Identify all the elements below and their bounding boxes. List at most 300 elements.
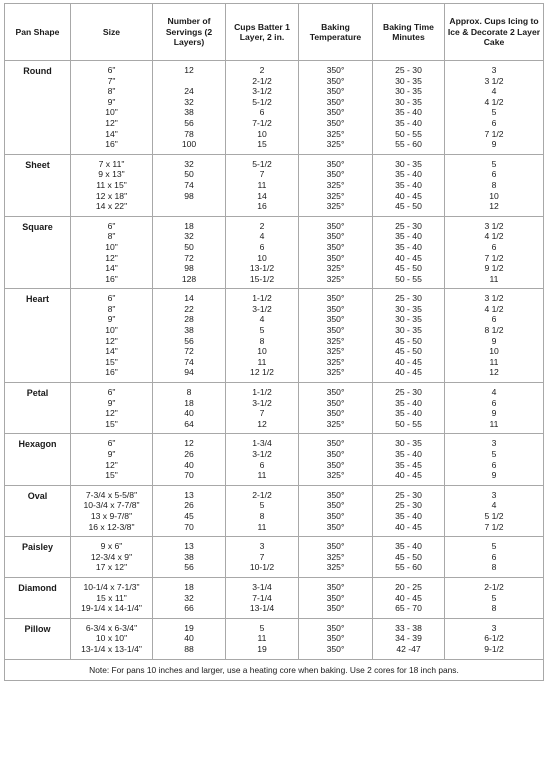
- size-cell: [71, 154, 153, 216]
- cell-value: 10: [489, 190, 499, 201]
- icing-cell: [445, 577, 544, 618]
- cell-value: 325°: [326, 128, 345, 139]
- cell-value: 12": [105, 335, 118, 346]
- size-cell: [71, 289, 153, 383]
- cell-value: 40: [184, 633, 194, 644]
- cell-value: 35 - 40: [395, 541, 422, 552]
- baking-time-cell: [373, 537, 445, 578]
- cell-value: 13-1/2: [249, 263, 275, 274]
- cell-value: 16: [257, 201, 267, 212]
- batter-cell: [226, 434, 299, 485]
- cell-value: 88: [184, 643, 194, 654]
- cell-value: 32: [184, 158, 194, 169]
- cell-value: 350°: [326, 643, 345, 654]
- cell-value: 10": [105, 107, 118, 118]
- cell-value: 10": [105, 241, 118, 252]
- cell-value: 14 x 22": [95, 201, 128, 212]
- cell-value: 3-1/2: [252, 86, 272, 97]
- cell-value: 350°: [326, 510, 345, 521]
- cell-value: 40 - 45: [395, 190, 422, 201]
- cell-value: 350°: [326, 231, 345, 242]
- cell-value: 3: [491, 65, 497, 75]
- cell-value: 350°: [326, 75, 345, 86]
- cell-value: 33 - 38: [395, 622, 422, 633]
- cell-value: 72: [184, 346, 194, 357]
- cell-value: 6: [259, 459, 265, 470]
- cell-value: 25 - 30: [395, 65, 422, 75]
- cell-value: 350°: [326, 325, 345, 336]
- temperature-cell: [299, 618, 373, 659]
- cell-value: 25 - 30: [395, 387, 422, 398]
- cell-value: 350°: [326, 293, 345, 304]
- cell-value: 16": [105, 273, 118, 284]
- cell-value: 7: [259, 169, 265, 180]
- cell-value: 4: [491, 387, 497, 398]
- icing-cell: [445, 618, 544, 659]
- cell-value: 6: [491, 117, 497, 128]
- cell-value: 350°: [326, 449, 345, 459]
- cell-value: 3: [491, 438, 497, 449]
- cell-value: 25 - 30: [395, 220, 422, 231]
- temperature-cell: [299, 577, 373, 618]
- cell-value: 9": [107, 96, 116, 107]
- batter-cell: [226, 154, 299, 216]
- cell-value: 8: [491, 179, 497, 190]
- batter-cell: [226, 216, 299, 289]
- servings-cell: [153, 61, 226, 155]
- cell-value: 1-1/2: [252, 387, 272, 398]
- cell-value: 6": [107, 220, 116, 231]
- cell-value: 30 - 35: [395, 158, 422, 169]
- cell-value: 4 1/2: [484, 96, 504, 107]
- baking-table: [4, 3, 544, 681]
- icing-cell: [445, 485, 544, 536]
- table-row: [5, 618, 544, 659]
- cell-value: 45 - 50: [395, 263, 422, 274]
- header-batter: Cups Batter 1 Layer, 2 in.: [226, 4, 299, 61]
- cell-value: 70: [184, 470, 194, 481]
- size-cell: [71, 577, 153, 618]
- cell-value: 6: [491, 314, 497, 325]
- cell-value: 2-1/2: [252, 489, 272, 500]
- cell-value: 24: [184, 86, 194, 97]
- cell-value: 5: [259, 325, 265, 336]
- cell-value: 38: [184, 107, 194, 118]
- cell-value: 3 1/2: [484, 75, 504, 86]
- cell-value: 19: [257, 643, 267, 654]
- cell-value: 10-1/4 x 7-1/3": [83, 581, 140, 592]
- cell-value: 12": [105, 408, 118, 419]
- cell-value: 325°: [326, 562, 345, 573]
- cell-value: 25 - 30: [395, 293, 422, 304]
- cell-value: 40 - 45: [395, 252, 422, 263]
- cell-value: 9 x 13": [98, 169, 125, 180]
- cell-value: 17 x 12": [95, 562, 128, 573]
- cell-value: 32: [184, 592, 194, 603]
- cell-value: 8": [107, 231, 116, 242]
- cell-value: [153, 76, 225, 87]
- cell-value: 10-3/4 x 7-7/8": [83, 500, 140, 511]
- baking-time-cell: [373, 289, 445, 383]
- cell-value: 14: [257, 190, 267, 201]
- cell-value: 55 - 60: [395, 139, 422, 150]
- cell-value: 350°: [326, 581, 345, 592]
- cell-value: 35 - 40: [395, 179, 422, 190]
- icing-cell: [445, 383, 544, 434]
- icing-cell: [445, 154, 544, 216]
- batter-cell: [226, 618, 299, 659]
- cell-value: 70: [184, 521, 194, 532]
- cell-value: 30 - 35: [395, 325, 422, 336]
- cell-value: 6: [491, 169, 497, 180]
- cell-value: 3 1/2: [484, 293, 504, 304]
- cell-value: 5: [491, 158, 497, 169]
- cell-value: 7 x 11": [98, 158, 125, 169]
- cell-value: 5 1/2: [484, 510, 504, 521]
- servings-cell: [153, 216, 226, 289]
- cell-value: 4: [259, 314, 265, 325]
- servings-cell: [153, 577, 226, 618]
- header-temperature: Baking Temperature: [299, 4, 373, 61]
- cell-value: 8 1/2: [484, 325, 504, 336]
- cell-value: 5: [259, 500, 265, 511]
- cell-value: 35 - 40: [395, 449, 422, 459]
- cell-value: 72: [184, 252, 194, 263]
- cell-value: 40 - 45: [395, 367, 422, 378]
- cell-value: 20 - 25: [395, 581, 422, 592]
- cell-value: 12: [489, 201, 499, 212]
- pan-shape-cell: Pillow: [5, 618, 71, 659]
- cell-value: 45 - 50: [395, 201, 422, 212]
- icing-cell: [445, 537, 544, 578]
- cell-value: 12: [489, 367, 499, 378]
- cell-value: 40 - 45: [395, 470, 422, 481]
- cell-value: 56: [184, 117, 194, 128]
- cell-value: 74: [184, 179, 194, 190]
- cell-value: 40 - 45: [395, 521, 422, 532]
- cell-value: 45 - 50: [395, 346, 422, 357]
- cell-value: 325°: [326, 273, 345, 284]
- cell-value: 2: [259, 220, 265, 231]
- cell-value: [153, 201, 225, 212]
- baking-time-cell: [373, 216, 445, 289]
- baking-time-cell: [373, 434, 445, 485]
- cell-value: 350°: [326, 438, 345, 449]
- cell-value: 6: [491, 551, 497, 562]
- cell-value: 10: [257, 346, 267, 357]
- cell-value: 350°: [326, 303, 345, 314]
- cell-value: 30 - 35: [395, 96, 422, 107]
- cell-value: 6: [259, 241, 265, 252]
- cell-value: 35 - 40: [395, 510, 422, 521]
- cell-value: 13: [184, 489, 194, 500]
- cell-value: 40 - 45: [395, 592, 422, 603]
- cell-value: 8: [491, 562, 497, 573]
- batter-cell: [226, 537, 299, 578]
- cell-value: 10: [257, 128, 267, 139]
- cell-value: 4: [491, 500, 497, 511]
- cell-value: 35 - 40: [395, 107, 422, 118]
- cell-value: 2-1/2: [252, 75, 272, 86]
- cell-value: 50: [184, 169, 194, 180]
- temperature-cell: [299, 61, 373, 155]
- cell-value: 13-1/4: [249, 603, 275, 614]
- cell-value: 350°: [326, 86, 345, 97]
- cell-value: 7-1/2: [252, 117, 272, 128]
- cell-value: 350°: [326, 241, 345, 252]
- cell-value: 6": [107, 387, 116, 398]
- cell-value: 14: [184, 293, 194, 304]
- cell-value: 7": [107, 75, 116, 86]
- cell-value: 9": [107, 314, 116, 325]
- note-text: Note: For pans 10 inches and larger, use a heating core when baking. Use 2 cores for 18 inch pans.: [5, 659, 544, 680]
- cell-value: 12: [184, 438, 194, 449]
- cell-value: 18: [184, 220, 194, 231]
- cell-value: 16": [105, 367, 118, 378]
- cell-value: 12": [105, 459, 118, 470]
- cell-value: 5: [491, 107, 497, 118]
- pan-shape-cell: Heart: [5, 289, 71, 383]
- cell-value: 3-1/2: [252, 303, 272, 314]
- header-servings: Number of Servings (2 Layers): [153, 4, 226, 61]
- cell-value: 9: [491, 335, 497, 346]
- cell-value: 9: [491, 470, 497, 481]
- cell-value: 3-1/4: [252, 581, 272, 592]
- cell-value: 35 - 40: [395, 169, 422, 180]
- cell-value: 11: [257, 521, 267, 532]
- cell-value: 325°: [326, 335, 345, 346]
- batter-cell: [226, 289, 299, 383]
- header-pan-shape: Pan Shape: [5, 4, 71, 61]
- cell-value: 12": [105, 252, 118, 263]
- cell-value: 98: [184, 190, 194, 201]
- cell-value: 40: [184, 459, 194, 470]
- cell-value: 350°: [326, 158, 345, 169]
- cell-value: 7 1/2: [484, 252, 504, 263]
- cell-value: 325°: [326, 139, 345, 150]
- cell-value: 8: [259, 335, 265, 346]
- baking-chart: [4, 3, 543, 681]
- batter-cell: [226, 577, 299, 618]
- cell-value: 350°: [326, 65, 345, 75]
- baking-time-cell: [373, 618, 445, 659]
- cell-value: 56: [184, 335, 194, 346]
- table-body: [5, 61, 544, 660]
- table-row: [5, 216, 544, 289]
- cell-value: 28: [184, 314, 194, 325]
- temperature-cell: [299, 154, 373, 216]
- cell-value: 8: [259, 510, 265, 521]
- pan-shape-cell: Square: [5, 216, 71, 289]
- cell-value: 12: [184, 65, 194, 75]
- cell-value: 5: [259, 622, 265, 633]
- icing-cell: [445, 61, 544, 155]
- cell-value: 30 - 35: [395, 86, 422, 97]
- cell-value: 45 - 50: [395, 335, 422, 346]
- pan-shape-cell: Hexagon: [5, 434, 71, 485]
- cell-value: 11: [489, 273, 499, 284]
- cell-value: 10: [257, 252, 267, 263]
- servings-cell: [153, 485, 226, 536]
- cell-value: 7-1/4: [252, 592, 272, 603]
- servings-cell: [153, 289, 226, 383]
- cell-value: 32: [184, 231, 194, 242]
- cell-value: 13-1/4 x 13-1/4": [81, 643, 142, 654]
- cell-value: 350°: [326, 117, 345, 128]
- cell-value: 16": [105, 139, 118, 150]
- pan-shape-cell: Sheet: [5, 154, 71, 216]
- baking-time-cell: [373, 61, 445, 155]
- cell-value: 6": [107, 65, 116, 75]
- cell-value: 4: [491, 86, 497, 97]
- cell-value: 5-1/2: [252, 158, 272, 169]
- cell-value: 325°: [326, 179, 345, 190]
- baking-time-cell: [373, 383, 445, 434]
- batter-cell: [226, 485, 299, 536]
- cell-value: 15": [105, 418, 118, 429]
- cell-value: 40 - 45: [395, 356, 422, 367]
- cell-value: 94: [184, 367, 194, 378]
- cell-value: 9 x 6": [100, 541, 123, 552]
- cell-value: 30 - 35: [395, 303, 422, 314]
- header-icing: Approx. Cups Icing to Ice & Decorate 2 Layer Cake: [445, 4, 544, 61]
- table-row: [5, 383, 544, 434]
- cell-value: 5-1/2: [252, 96, 272, 107]
- cell-value: 7-3/4 x 5-5/8": [85, 489, 138, 500]
- pan-shape-cell: Round: [5, 61, 71, 155]
- cell-value: 11: [257, 470, 267, 481]
- cell-value: 35 - 40: [395, 397, 422, 408]
- pan-shape-cell: Diamond: [5, 577, 71, 618]
- cell-value: 8": [107, 86, 116, 97]
- cell-value: 4 1/2: [484, 303, 504, 314]
- pan-shape-cell: Petal: [5, 383, 71, 434]
- baking-time-cell: [373, 154, 445, 216]
- cell-value: 325°: [326, 190, 345, 201]
- cell-value: 19-1/4 x 14-1/4": [81, 603, 142, 614]
- cell-value: 26: [184, 449, 194, 459]
- cell-value: 350°: [326, 500, 345, 511]
- cell-value: 38: [184, 325, 194, 336]
- cell-value: 50 - 55: [395, 418, 422, 429]
- cell-value: 32: [184, 96, 194, 107]
- cell-value: 10-1/2: [249, 562, 275, 573]
- cell-value: 325°: [326, 346, 345, 357]
- cell-value: 12-3/4 x 9": [90, 551, 133, 562]
- servings-cell: [153, 434, 226, 485]
- header-size: Size: [71, 4, 153, 61]
- temperature-cell: [299, 485, 373, 536]
- cell-value: 35 - 40: [395, 117, 422, 128]
- cell-value: 14": [105, 128, 118, 139]
- cell-value: 40: [184, 408, 194, 419]
- cell-value: 11: [257, 356, 267, 367]
- cell-value: 3 1/2: [484, 220, 504, 231]
- servings-cell: [153, 154, 226, 216]
- cell-value: 325°: [326, 470, 345, 481]
- size-cell: [71, 216, 153, 289]
- cell-value: 1-1/2: [252, 293, 272, 304]
- cell-value: 9": [107, 397, 116, 408]
- cell-value: 350°: [326, 603, 345, 614]
- cell-value: 78: [184, 128, 194, 139]
- baking-time-cell: [373, 485, 445, 536]
- cell-value: 7 1/2: [484, 521, 504, 532]
- cell-value: 9: [491, 139, 497, 150]
- cell-value: 350°: [326, 521, 345, 532]
- cell-value: 350°: [326, 314, 345, 325]
- cell-value: 350°: [326, 489, 345, 500]
- cell-value: 98: [184, 263, 194, 274]
- cell-value: 18: [184, 581, 194, 592]
- cell-value: 9-1/2: [484, 643, 504, 654]
- cell-value: 15 x 11": [96, 592, 127, 603]
- cell-value: 64: [184, 418, 194, 429]
- cell-value: 350°: [326, 397, 345, 408]
- cell-value: 30 - 35: [395, 314, 422, 325]
- cell-value: 3-1/2: [252, 449, 272, 459]
- cell-value: 35 - 40: [395, 408, 422, 419]
- cell-value: 45 - 50: [395, 551, 422, 562]
- pan-shape-cell: Paisley: [5, 537, 71, 578]
- cell-value: 5: [491, 449, 497, 459]
- cell-value: 350°: [326, 169, 345, 180]
- table-row: [5, 434, 544, 485]
- size-cell: [71, 485, 153, 536]
- servings-cell: [153, 537, 226, 578]
- cell-value: 350°: [326, 220, 345, 231]
- cell-value: 7 1/2: [484, 128, 504, 139]
- cell-value: 42 -47: [396, 643, 421, 654]
- cell-value: 11 x 15": [96, 179, 127, 190]
- cell-value: 55 - 60: [395, 562, 422, 573]
- cell-value: 128: [181, 273, 197, 284]
- cell-value: 6-1/2: [484, 633, 504, 644]
- cell-value: 65 - 70: [395, 603, 422, 614]
- cell-value: 25 - 30: [395, 489, 422, 500]
- cell-value: 6-3/4 x 6-3/4": [85, 622, 138, 633]
- temperature-cell: [299, 216, 373, 289]
- pan-shape-cell: Oval: [5, 485, 71, 536]
- cell-value: 25 - 30: [395, 500, 422, 511]
- cell-value: 3: [259, 541, 265, 552]
- cell-value: 350°: [326, 633, 345, 644]
- cell-value: 4: [259, 231, 265, 242]
- cell-value: 7: [259, 551, 265, 562]
- cell-value: 350°: [326, 408, 345, 419]
- cell-value: 8: [491, 603, 497, 614]
- cell-value: 9: [491, 408, 497, 419]
- cell-value: 6": [107, 293, 116, 304]
- cell-value: 12": [105, 117, 118, 128]
- table-row: [5, 577, 544, 618]
- cell-value: 8: [186, 387, 192, 398]
- cell-value: 11: [257, 633, 267, 644]
- note-row: [5, 659, 544, 680]
- baking-time-cell: [373, 577, 445, 618]
- servings-cell: [153, 383, 226, 434]
- cell-value: 19: [184, 622, 194, 633]
- temperature-cell: [299, 537, 373, 578]
- cell-value: 11: [489, 418, 499, 429]
- cell-value: 12: [257, 418, 267, 429]
- header-row: [5, 4, 544, 61]
- icing-cell: [445, 434, 544, 485]
- batter-cell: [226, 383, 299, 434]
- temperature-cell: [299, 434, 373, 485]
- icing-cell: [445, 216, 544, 289]
- cell-value: 34 - 39: [395, 633, 422, 644]
